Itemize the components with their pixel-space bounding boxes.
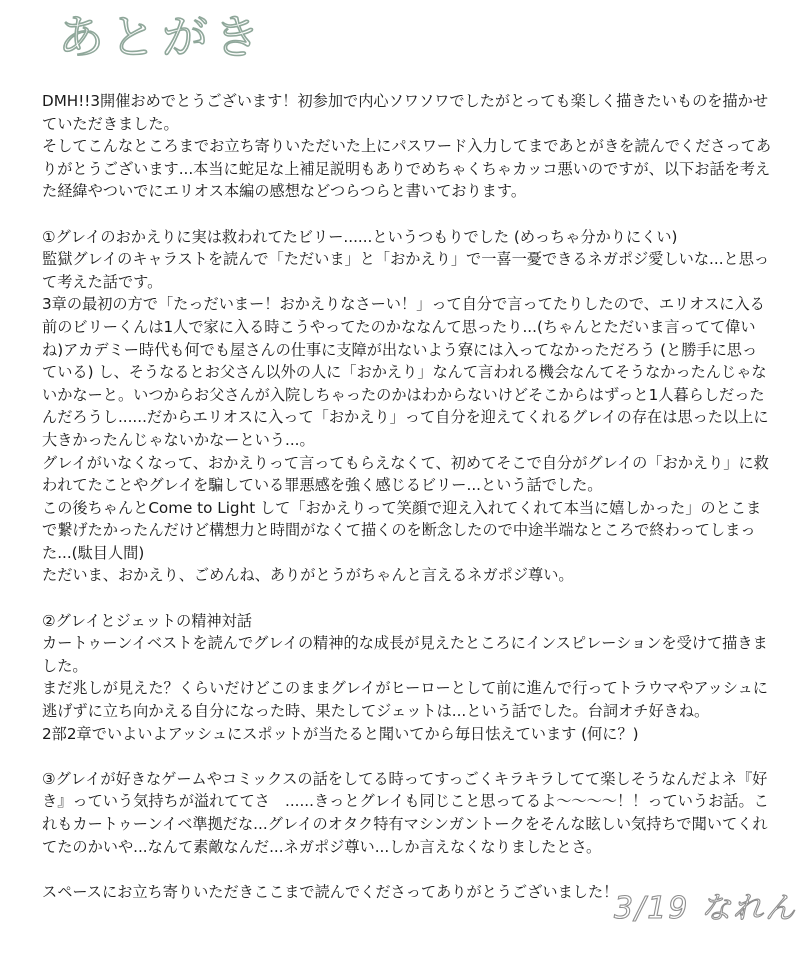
closing-paragraph: スペースにお立ち寄りいただきここまで読んでくださってありがとうございました！ bbox=[42, 882, 619, 901]
paragraph-gap bbox=[42, 587, 772, 610]
paragraph: DMH!!3開催おめでとうございます！初参加で内心ソワソワでしたがとっても楽しく描きたいものを描かせていただきました。 bbox=[42, 92, 769, 133]
paragraph-gap bbox=[42, 745, 772, 768]
paragraph: ただいま、おかえり、ごめんね、ありがとうがちゃんと言えるネガポジ尊い。 bbox=[42, 566, 574, 585]
paragraph-gap bbox=[42, 858, 772, 881]
afterword-body bbox=[42, 90, 772, 903]
paragraph-gap bbox=[42, 203, 772, 226]
paragraph: この後ちゃんとCome to Light して「おかえりって笑顔で迎え入れてくれて本当に嬉しかった」のとこまで繋げたかったんだけど構想力と時間がなくて描くのを断念したので中途半端なところで終わってしまった...(駄目人間) bbox=[42, 498, 762, 562]
paragraph: そしてこんなところまでお立ち寄りいただいた上にパスワード入力してまであとがきを読んでくださってありがとうございます...本当に蛇足な上補足説明もありでめちゃくちゃカッコ悪いのですが、以下お話を考えた経緯やついでにエリオス本編の感想などつらつらと書いております。 bbox=[42, 137, 771, 201]
paragraph: まだ兆しが見えた？くらいだけどこのままグレイがヒーローとして前に進んで行ってトラウマやアッシュに逃げずに立ち向かえる自分になった時、果たしてジェットは...という話でした。台詞オチ好きね。 bbox=[42, 679, 768, 721]
paragraph: 3章の最初の方で「たっだいまー！おかえりなさーい！」って自分で言ってたりしたので、エリオスに入る前のビリーくんは1人で家に入る時こうやってたのかななんて思ったり...(ちゃんとただいま言ってて偉いね)アカデミー時代も何でも屋さんの仕事に支障が出ないよう寮には入ってなかっただろう (と勝手に思っている) し、そうなるとお父さん以外の人に「おかえり」なんて言われる機会なんてそうなかったんじゃないかなーと。いつからお父さんが入院しちゃったのかはわからないけどそこからはずっと1人暮らしだったんだろうし......だからエリオスに入って「おかえり」って自分を迎えてくれるグレイの存在は思った以上に大きかったんじゃないかなーという...。 bbox=[42, 295, 769, 449]
signature-date: 3/19 なれん bbox=[614, 891, 797, 926]
paragraph: 監獄グレイのキャラストを読んで「ただいま」と「おかえり」で一喜一憂できるネガポジ愛しいな...と思って考えた話です。 bbox=[42, 250, 770, 291]
paragraph: 2部2章でいよいよアッシュにスポットが当たると聞いてから毎日怯えています (何に？) bbox=[42, 724, 639, 743]
section-paragraph: ③グレイが好きなゲームやコミックスの話をしてる時ってすっごくキラキラしてて楽しそうなんだよネ『好き』っていう気持ちが溢れててさ ......きっとグレイも同じこと思ってるよ〜〜〜〜！！っていうお話。これもカートゥーンイベ準拠だな...グレイのオタク特有マシンガントークをそんな眩しい気持ちで聞いてくれてたのかいや...なんて素敵なんだ...ネガポジ尊い...しか言えなくなりましたとさ。 bbox=[42, 769, 769, 856]
section-heading: ②グレイとジェットの精神対話 bbox=[42, 611, 252, 630]
section-heading: ①グレイのおかえりに実は救われてたビリー......というつもりでした (めっちゃ分かりにくい) bbox=[42, 227, 678, 246]
paragraph: カートゥーンイベストを読んでグレイの精神的な成長が見えたところにインスピレーションを受けて描きました。 bbox=[42, 634, 768, 675]
page-title: あとがき bbox=[58, 10, 266, 64]
paragraph: グレイがいなくなって、おかえりって言ってもらえなくて、初めてそこで自分がグレイの「おかえり」に救われてたことやグレイを騙している罪悪感を強く感じるビリー...という話でした。 bbox=[42, 453, 769, 495]
